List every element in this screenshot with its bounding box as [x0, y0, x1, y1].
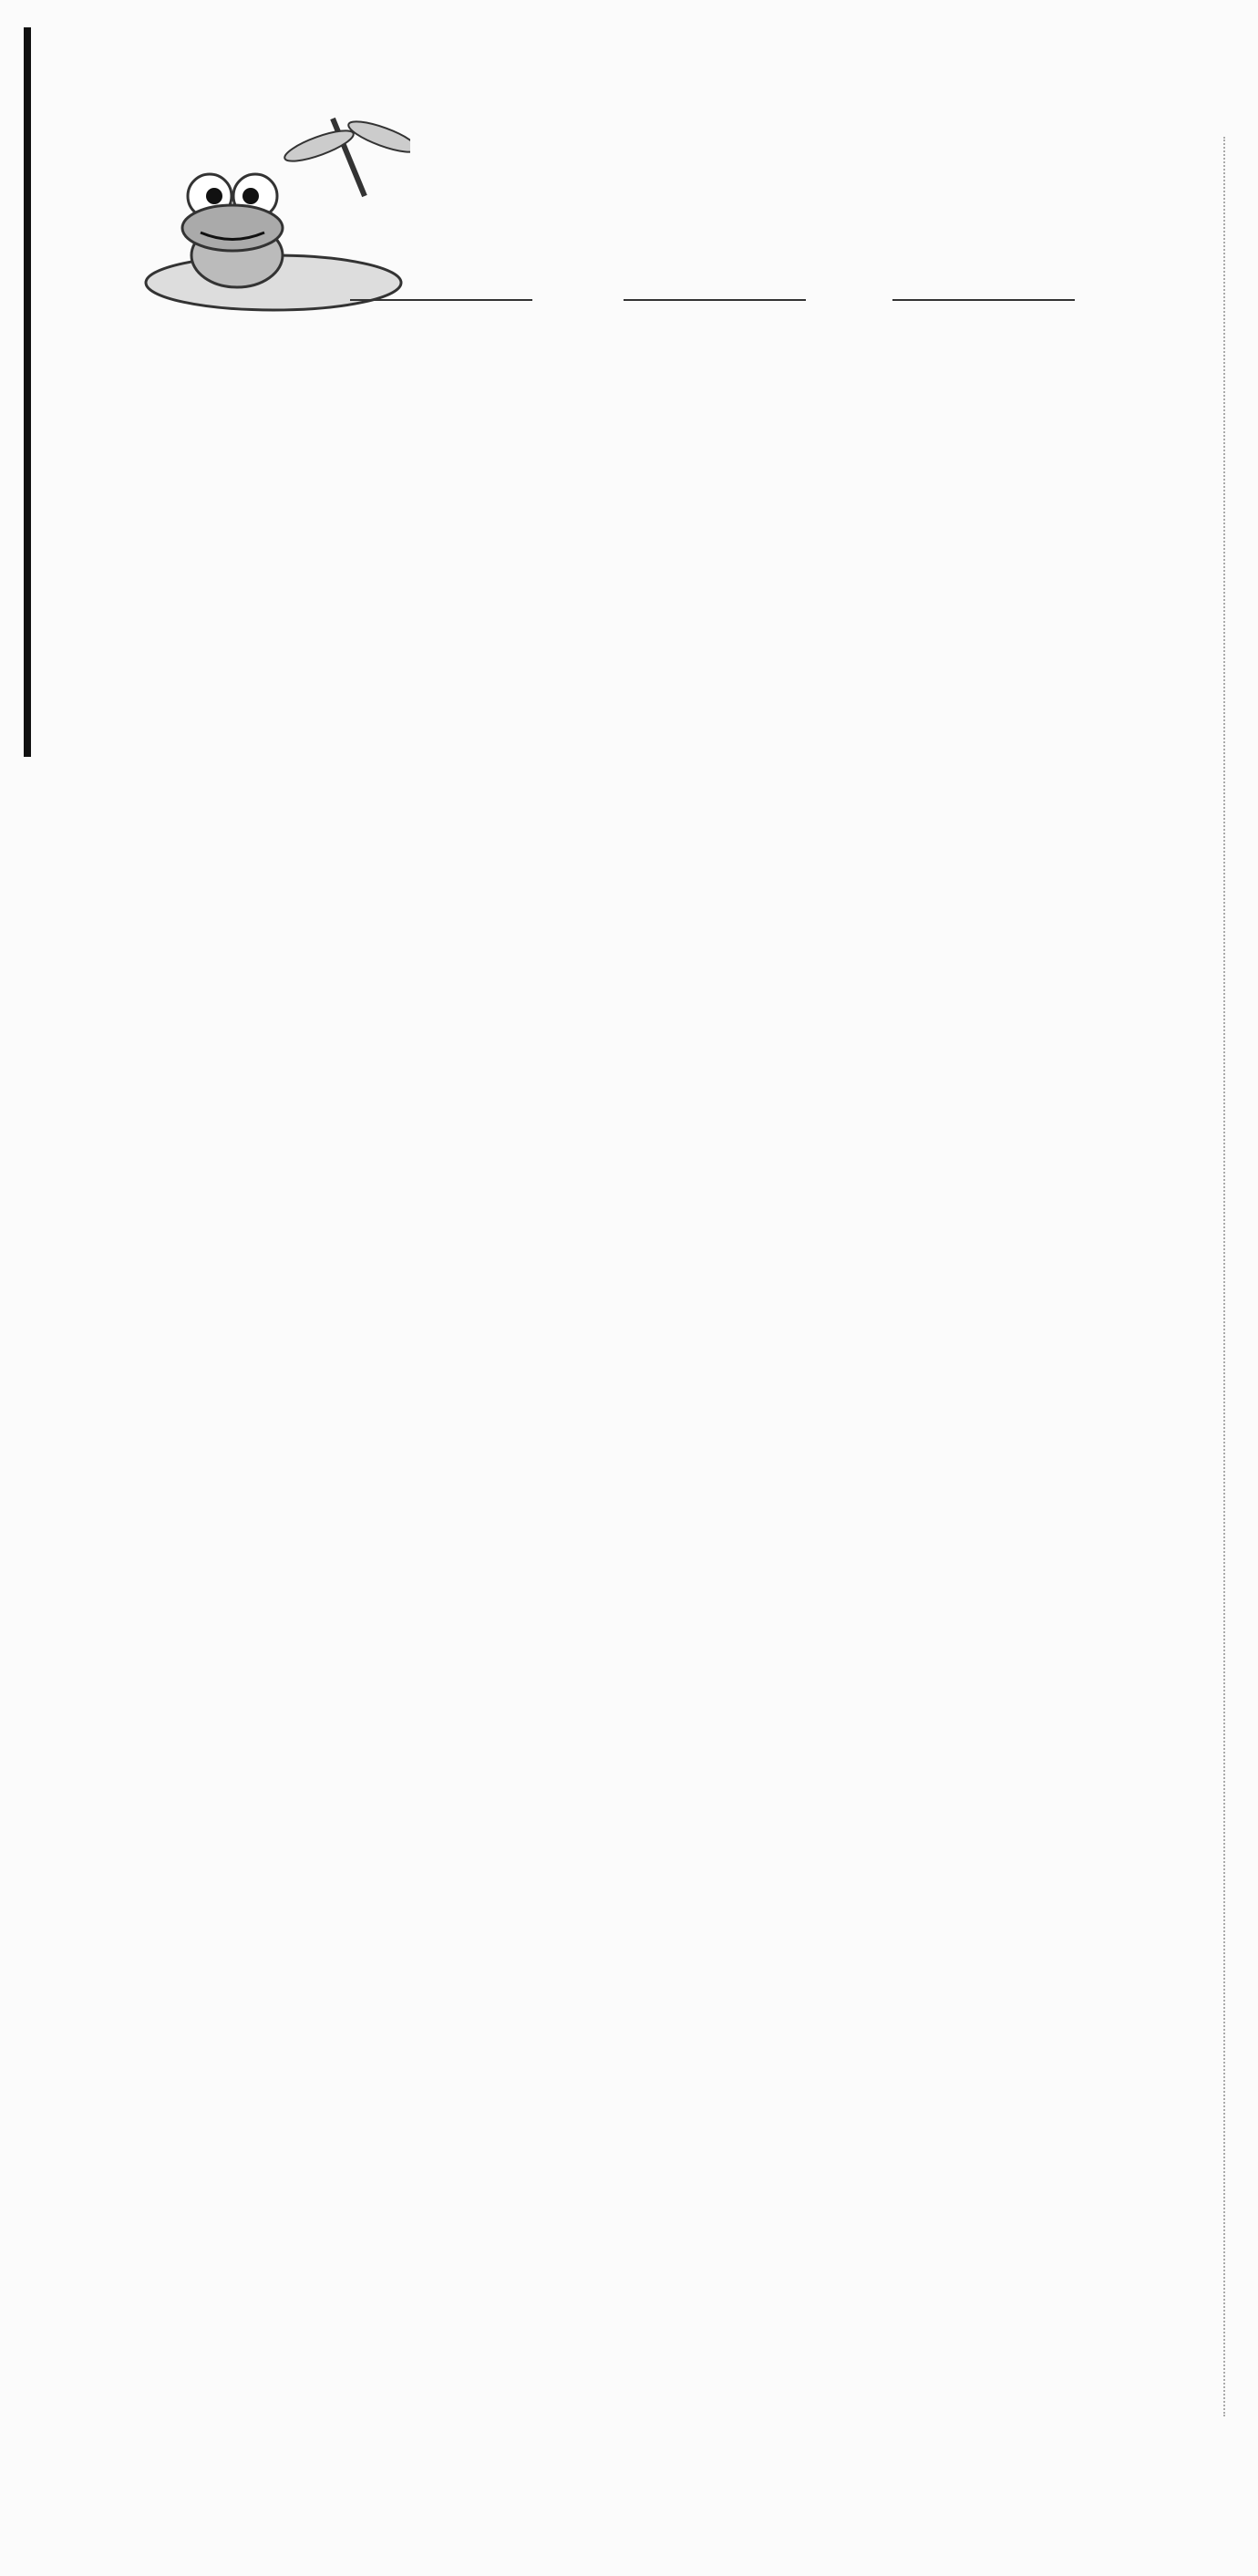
binding-edge [24, 27, 31, 757]
name-blank [624, 268, 806, 301]
score-field [889, 264, 1075, 301]
score-blank [892, 268, 1075, 301]
name-field [620, 264, 806, 301]
class-blank [350, 268, 532, 301]
class-field [346, 264, 532, 301]
cut-line [1223, 137, 1225, 2416]
